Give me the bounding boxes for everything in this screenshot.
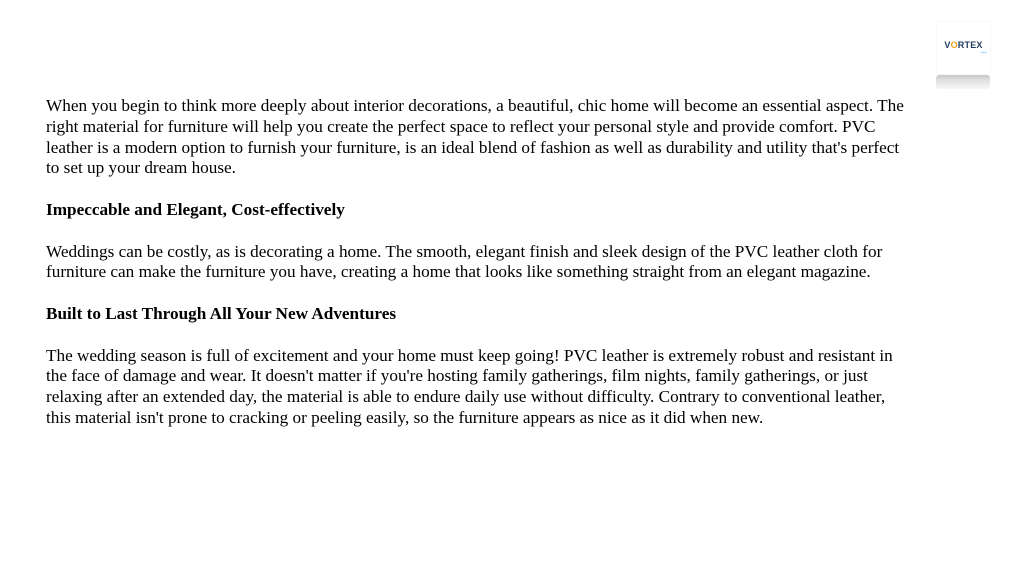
logo-badge	[937, 22, 990, 74]
section-heading-elegant: Impeccable and Elegant, Cost-effectively	[46, 199, 345, 219]
durable-paragraph: The wedding season is full of excitement and your home must keep going! PVC leather is extremely robust and resistant in the face of damage and wear. It doesn't matter if you're hosting family gatherings, film nights, family gatherings, or just relaxing after an extended day, the material is able to endure daily use without difficulty. Contrary to conventional leather, this material isn't prone to cracking or peeling easily, so the furniture appears as nice as it did when new.	[46, 345, 893, 427]
elegant-paragraph: Weddings can be costly, as is decorating a home. The smooth, elegant finish and sleek design of the PVC leather cloth for furniture can make the furniture you have, creating a home that looks like something straight from an elegant magazine.	[46, 241, 883, 282]
logo-letter-v: V	[944, 40, 951, 50]
logo-letters-rtex: RTEX	[957, 40, 983, 50]
logo-letter-o: O	[950, 40, 958, 50]
intro-paragraph: When you begin to think more deeply about interior decorations, a beautiful, chic home will become an essential aspect. The right material for furniture will help you create the perfect space to reflect your personal style and provide comfort. PVC leather is a modern option to furnish your furniture, is an ideal blend of fashion as well as durability and utility that's perfect to set up your dream house.	[46, 96, 904, 178]
vortex-logo	[937, 40, 990, 50]
logo-shadow	[936, 75, 990, 89]
article-body	[46, 96, 906, 450]
logo-tagline: leather	[980, 52, 987, 54]
section-heading-durable: Built to Last Through All Your New Adventures	[46, 303, 397, 323]
